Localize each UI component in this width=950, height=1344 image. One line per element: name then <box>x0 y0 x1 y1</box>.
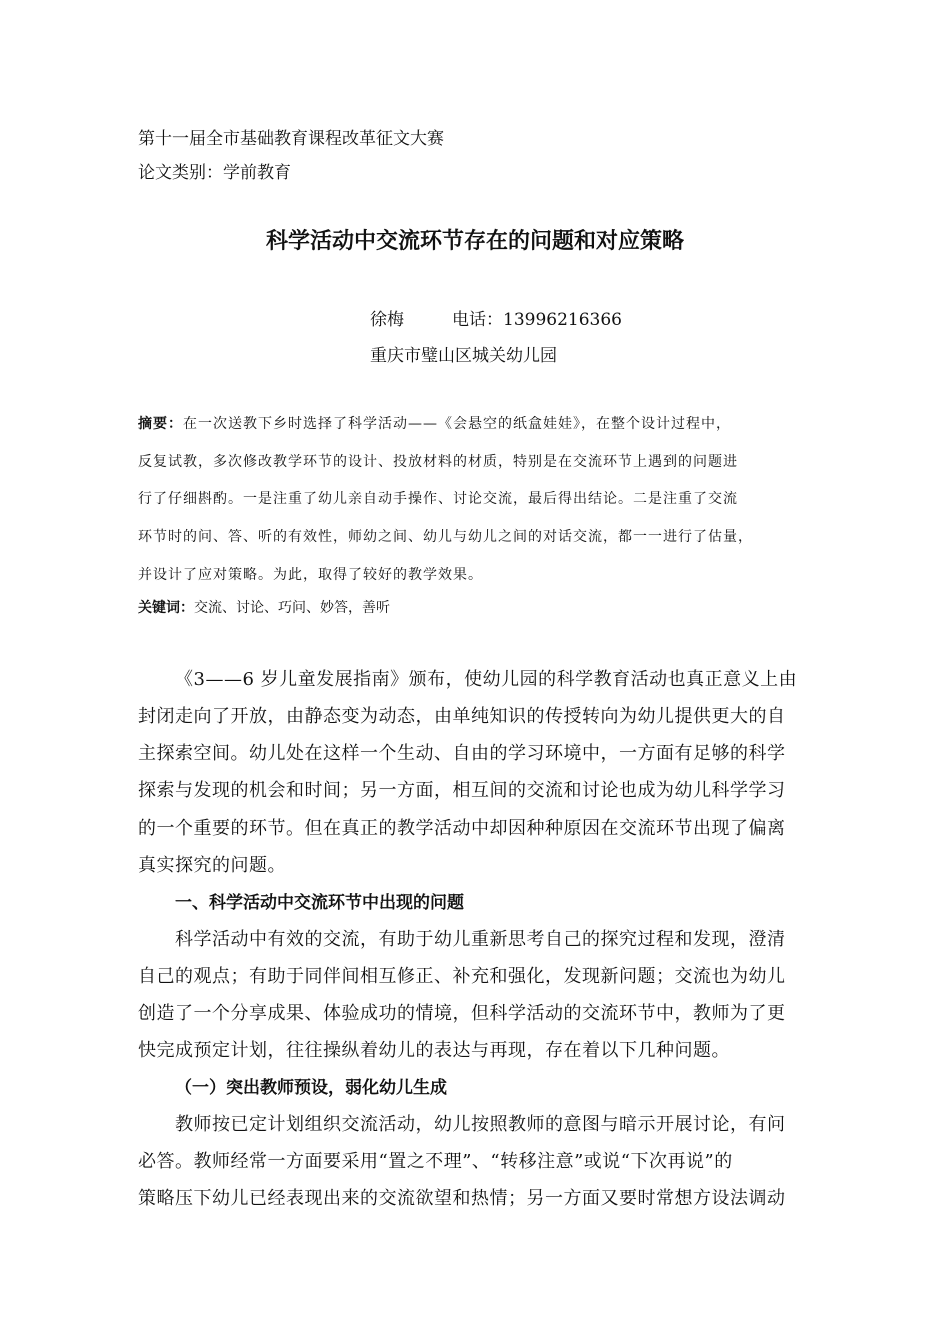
keywords-line <box>138 597 390 617</box>
body-line: 自己的观点；有助于同伴间相互修正、补充和强化，发现新问题；交流也为幼儿 <box>138 966 786 987</box>
keywords-label: 关键词： <box>138 600 194 616</box>
subsection-heading: （一）突出教师预设，弱化幼儿生成 <box>175 1078 447 1098</box>
body-line: 必答。教师经常一方面要采用“置之不理”、“转移注意”或说“下次再说”的 <box>138 1151 733 1172</box>
body-line: 快完成预定计划，往往操纵着幼儿的表达与再现，存在着以下几种问题。 <box>138 1040 730 1061</box>
abstract-label: 摘要： <box>138 416 183 432</box>
body-line: 教师按已定计划组织交流活动，幼儿按照教师的意图与暗示开展讨论，有问 <box>175 1114 786 1135</box>
body-line: 创造了一个分享成果、体验成功的情境，但科学活动的交流环节中，教师为了更 <box>138 1003 786 1024</box>
paper-category: 论文类别：学前教育 <box>138 163 291 183</box>
abstract-line: 并设计了应对策略。为此，取得了较好的教学效果。 <box>138 567 483 583</box>
section-heading: 一、科学活动中交流环节中出现的问题 <box>175 893 464 913</box>
body-line: 主探索空间。幼儿处在这样一个生动、自由的学习环境中，一方面有足够的科学 <box>138 743 786 764</box>
author-phone: 电话：13996216366 <box>452 310 622 330</box>
body-line: 封闭走向了开放，由静态变为动态，由单纯知识的传授转向为幼儿提供更大的自 <box>138 706 786 727</box>
author-name: 徐梅 <box>370 310 404 330</box>
body-line: 策略压下幼儿已经表现出来的交流欲望和热情；另一方面又要时常想方设法调动 <box>138 1188 786 1209</box>
author-line <box>370 305 622 330</box>
abstract-line: 行了仔细斟酌。一是注重了幼儿亲自动手操作、讨论交流，最后得出结论。二是注重了交流 <box>138 491 738 507</box>
competition-title: 第十一届全市基础教育课程改革征文大赛 <box>138 129 444 149</box>
keywords-text: 交流、讨论、巧问、妙答，善听 <box>194 600 390 616</box>
body-line: 的一个重要的环节。但在真正的教学活动中却因种种原因在交流环节出现了偏离 <box>138 818 786 839</box>
body-line: 真实探究的问题。 <box>138 855 286 876</box>
abstract-line <box>138 413 731 433</box>
abstract-text: 在一次送教下乡时选择了科学活动——《会悬空的纸盒娃娃》，在整个设计过程中， <box>183 416 731 432</box>
body-line: 探索与发现的机会和时间；另一方面，相互间的交流和讨论也成为幼儿科学学习 <box>138 780 786 801</box>
author-school: 重庆市璧山区城关幼儿园 <box>370 346 557 366</box>
body-line: 《3——6 岁儿童发展指南》颁布，使幼儿园的科学教育活动也真正意义上由 <box>175 669 798 690</box>
abstract-line: 环节时的问、答、听的有效性，师幼之间、幼儿与幼儿之间的对话交流，都一一进行了估量， <box>138 529 753 545</box>
paper-title: 科学活动中交流环节存在的问题和对应策略 <box>265 229 684 254</box>
body-line: 科学活动中有效的交流，有助于幼儿重新思考自己的探究过程和发现，澄清 <box>175 929 786 950</box>
abstract-line: 反复试教，多次修改教学环节的设计、投放材料的材质，特别是在交流环节上遇到的问题进 <box>138 454 738 470</box>
